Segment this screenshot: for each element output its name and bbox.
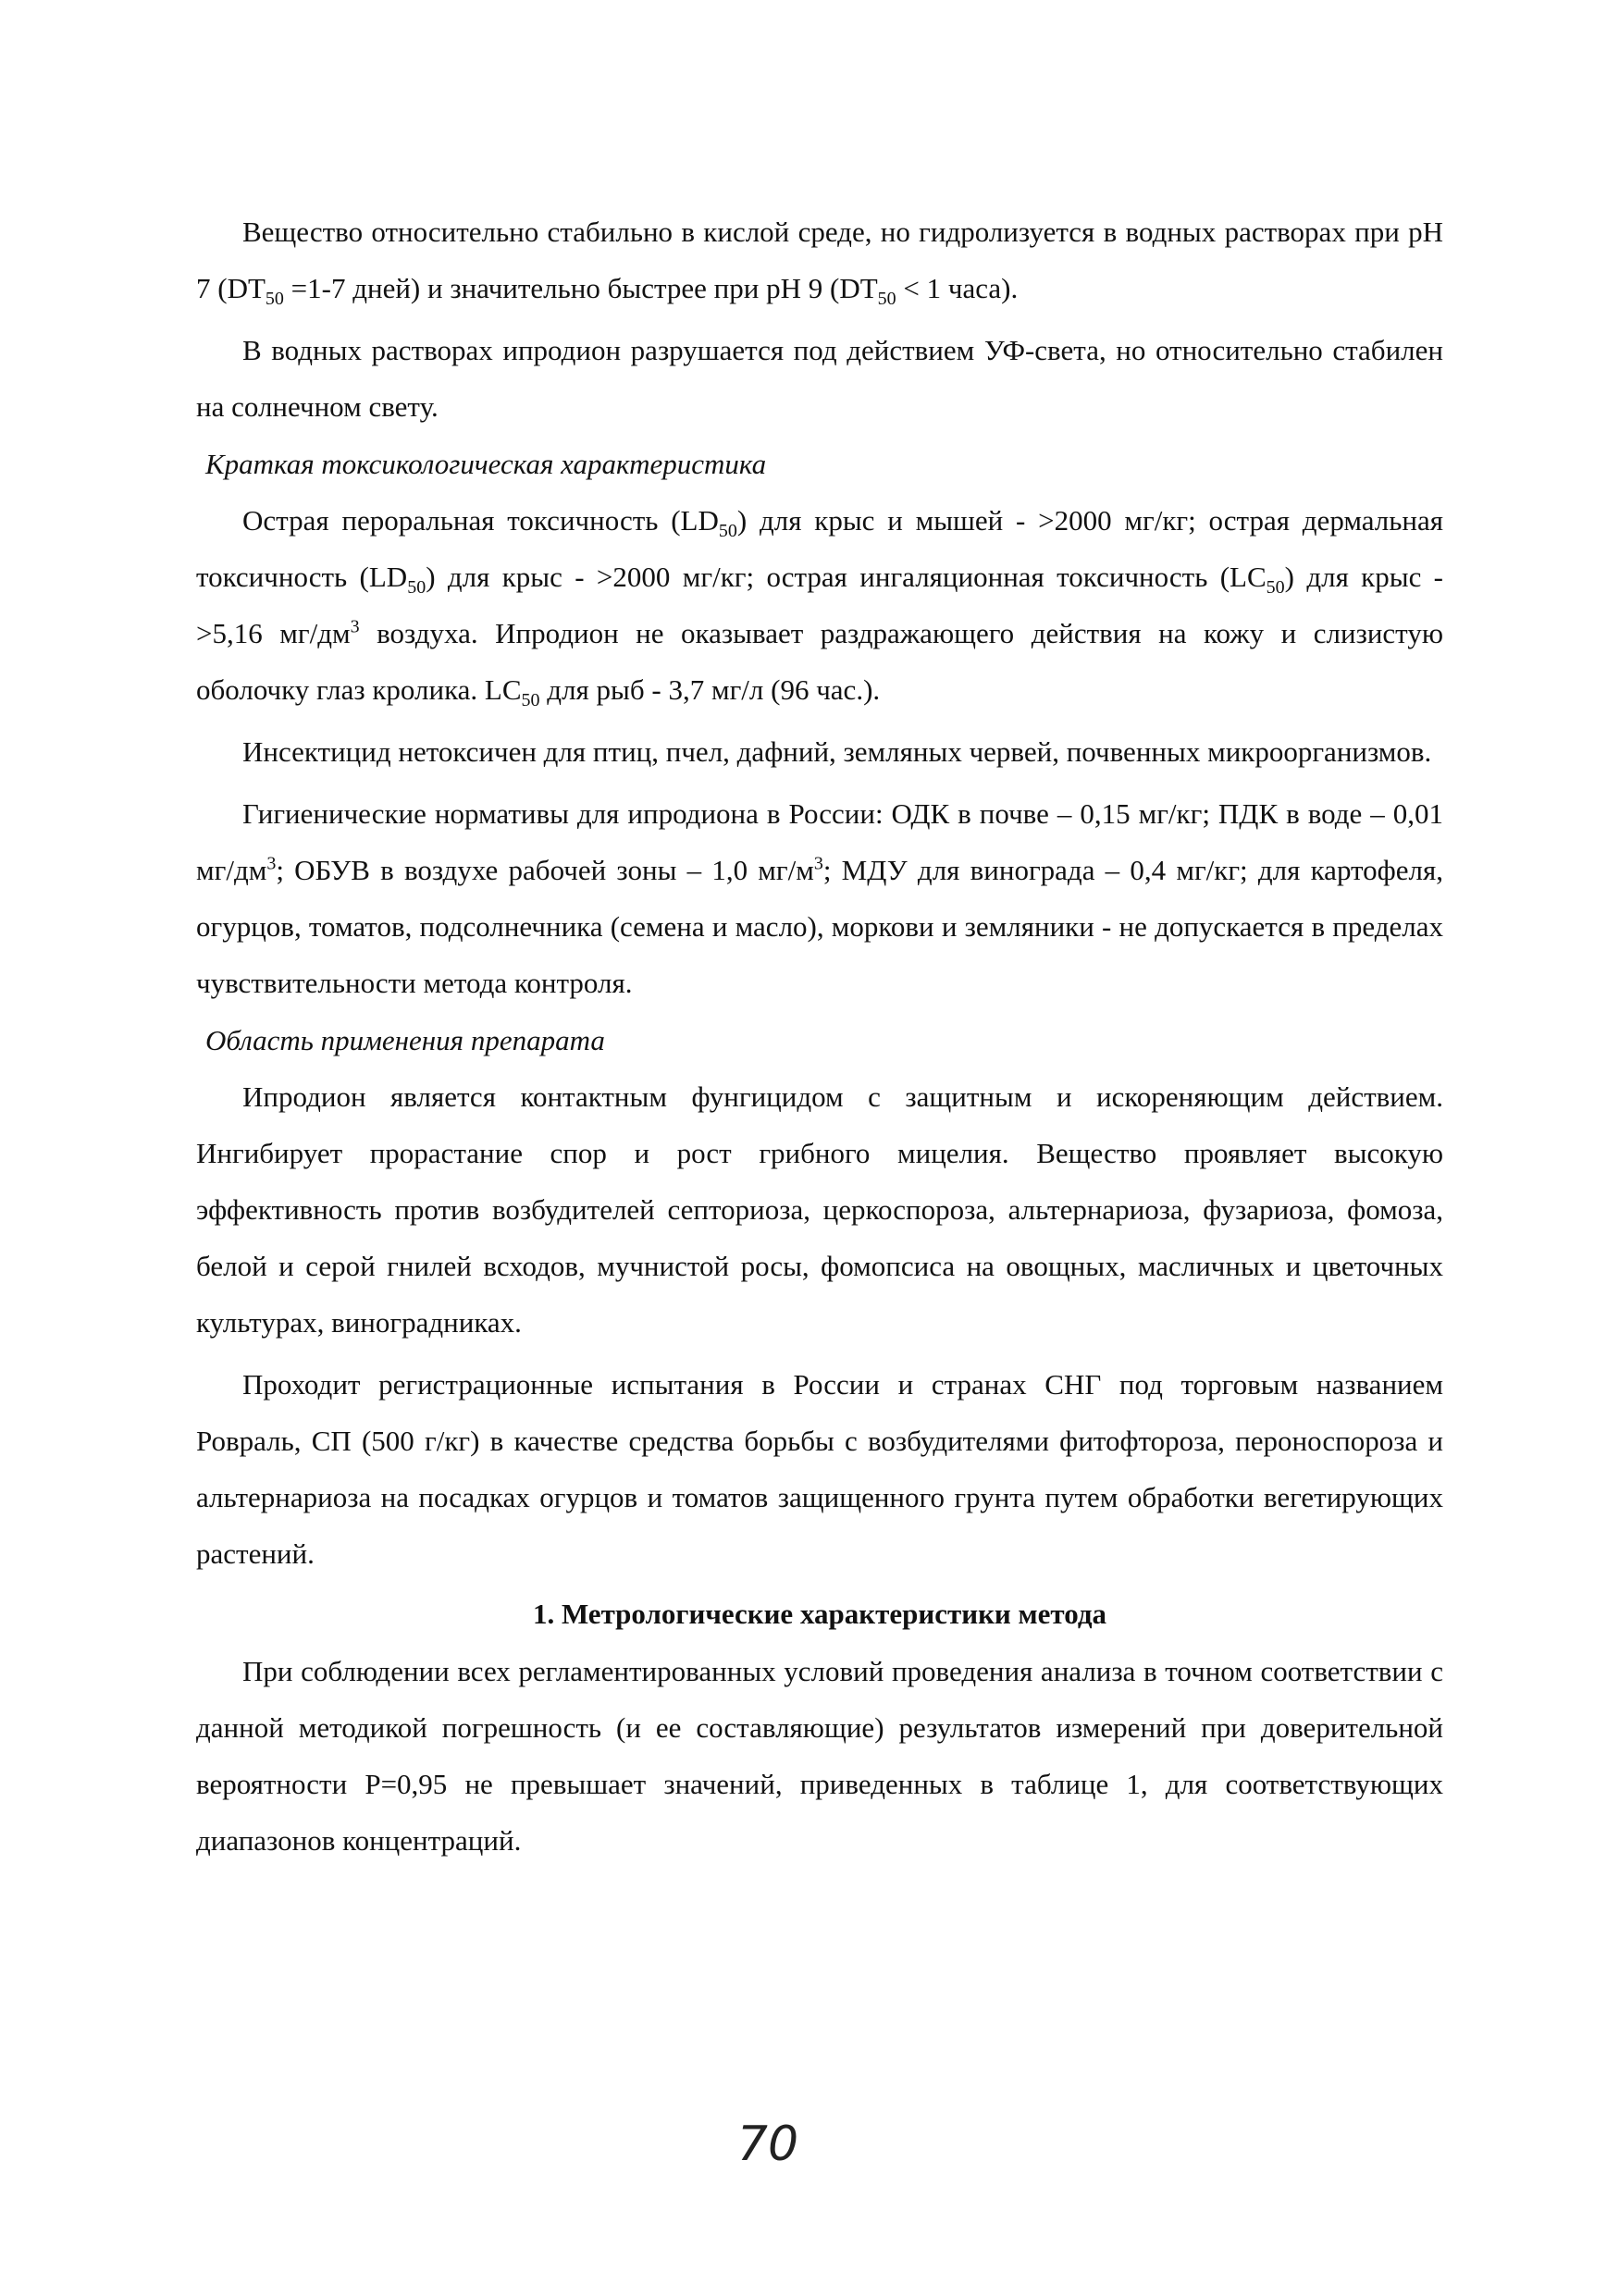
heading-toxicology: Краткая токсикологическая характеристика	[205, 448, 767, 480]
paragraph-nontoxic: Инсектицид нетоксичен для птиц, пчел, дафний, земляных червей, почвенных микроорганизмов.	[242, 735, 1432, 768]
page-number: 70	[736, 2117, 799, 2172]
heading-application-area: Область применения препарата	[205, 1024, 605, 1056]
paragraph-hydrolysis: Вещество относительно стабильно в кислой среде, но гидролизуется в водных растворах при pH 7 ($DT_{50} =1-7$ дней) и значительно быстрее при pH 9 ($DT_{50} < 1$ часа).	[196, 216, 1443, 310]
document-page	[196, 204, 1443, 1869]
paragraph-registration: Проходит регистрационные испытания в России и странах СНГ под торговым названием Ровраль, СП (500 г/кг) в качестве средства борьбы с возбудителями фитофтороза, пероноспороза и альтернариоза на посадках огурцов и томатов защищенного грунта путем обработки вегетирующих растений.	[196, 1368, 1443, 1570]
paragraph-metrology: При соблюдении всех регламентированных условий проведения анализа в точном соответствии с данной методикой погрешность (и ее составляющие) результатов измерений при доверительной вероятности P=0,95 не превышает значений, приведенных в таблице 1, для соответствующих диапазонов концентраций.	[196, 1655, 1443, 1857]
paragraph-uv-stability: В водных растворах ипродион разрушается под действием УФ-света, но относительно стабилен на солнечном свету.	[196, 334, 1443, 423]
paragraph-fungicide: Ипродион является контактным фунгицидом с защитным и искореняющим действием. Ингибирует прорастание спор и рост грибного мицелия. Вещество проявляет высокую эффективность против возбудителей септориоза, церкоспороза, альтернариоза, фузариоза, фомоза, белой и серой гнилей всходов, мучнистой росы, фомопсиса на овощных, масличных и цветочных культурах, виноградниках.	[196, 1080, 1443, 1339]
paragraph-hygiene-norms: Гигиенические нормативы для ипродиона в России: ОДК в почве – 0,15 мг/кг; ПДК в воде – 0,01 $мг/дм^3$; ОБУВ в воздухе рабочей зоны – 1,0 $мг/м^3$; МДУ для винограда – 0,4 мг/кг; для картофеля, огурцов, томатов, подсолнечника (семена и масло), моркови и земляники - не допускается в пределах чувствительности метода контроля.	[196, 797, 1443, 999]
paragraph-toxicity: Острая пероральная токсичность $(LD_{50})$ для крыс и мышей - >2000 мг/кг; острая дермальная токсичность $(LD_{50})$ для крыс - >2000 мг/кг; острая ингаляционная токсичность $(LC_{50})$ для крыс - >5,16 $мг/дм^3$ воздуха. Ипродион не оказывает раздражающего действия на кожу и слизистую оболочку глаз кролика. $LC_{50}$ для рыб - 3,7 мг/л (96 час.).	[196, 504, 1444, 711]
heading-metrology: 1. Метрологические характеристики метода	[532, 1598, 1107, 1630]
